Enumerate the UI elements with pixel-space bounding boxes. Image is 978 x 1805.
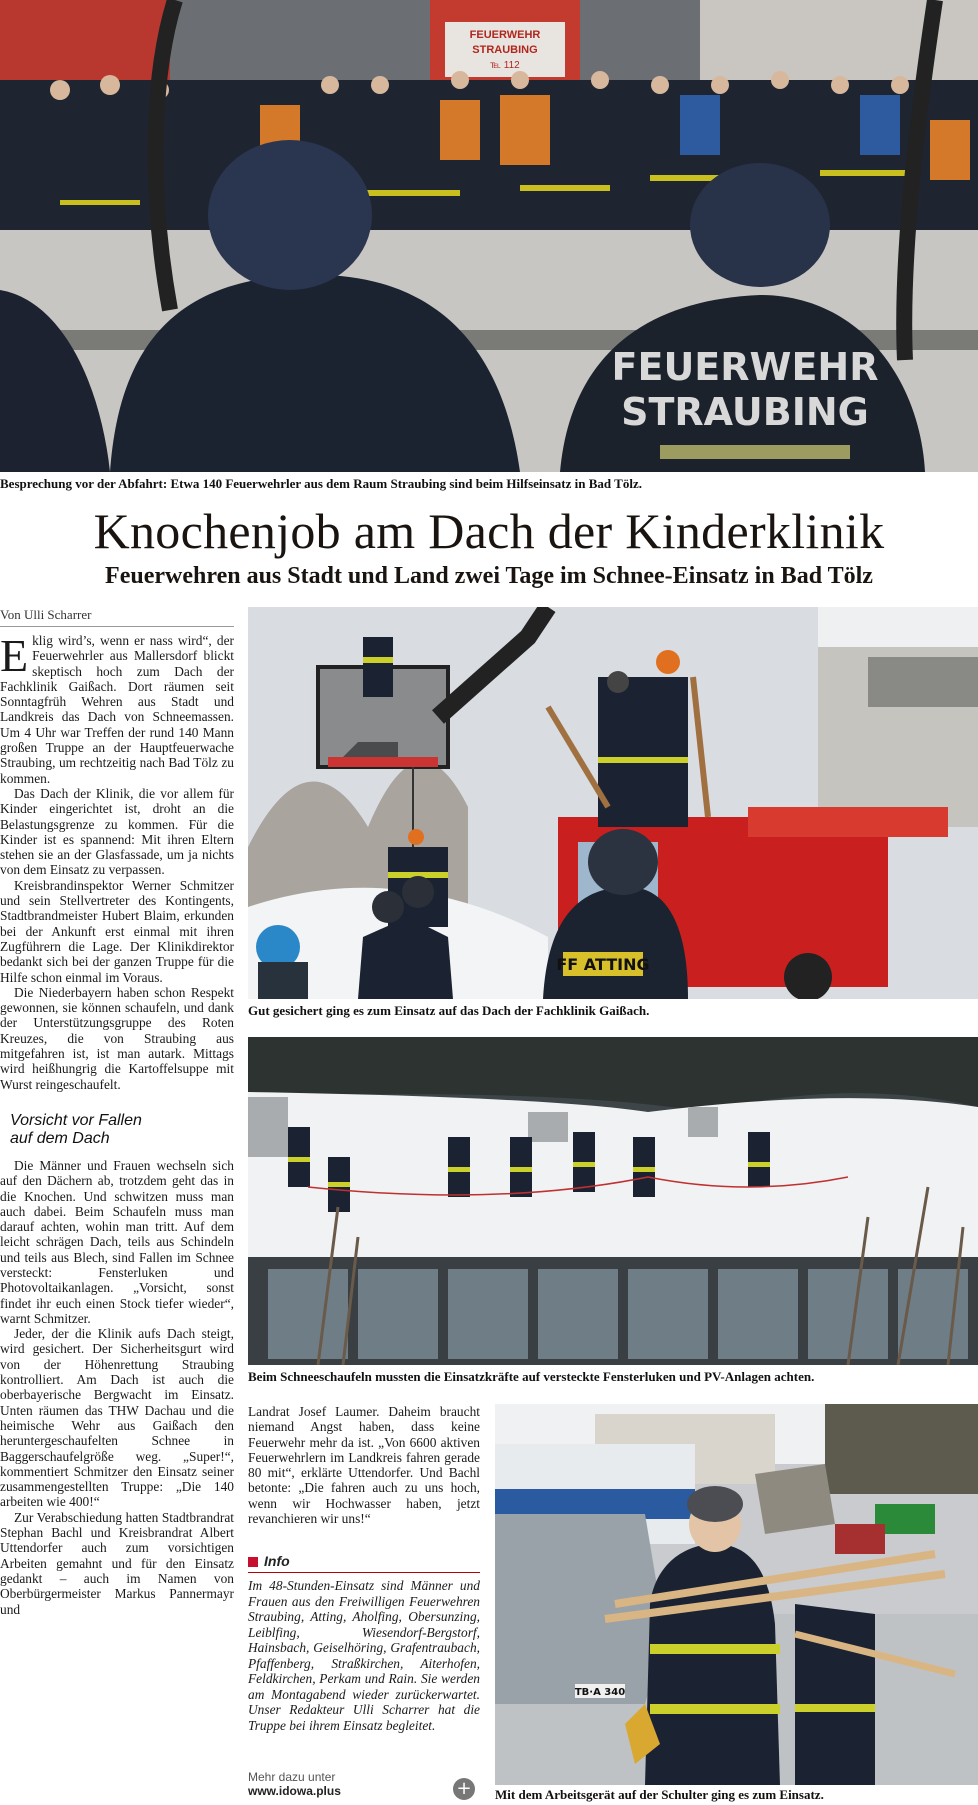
more-info-label: Mehr dazu unter: [248, 1770, 336, 1784]
jacket-text-feuerwehr: FEUERWEHR: [611, 345, 879, 389]
photo-tools-on-shoulder: [495, 1404, 978, 1785]
info-box-text: Im 48-Stunden-Einsatz sind Männer und Frauen aus den Freiwilligen Feuerwehren Straubing, Atting, Aholfing, Obersunzing, Leiblfing, Wiesendorf-Bergstorf, Hainsbach, Geiselhöring, Grafentraubach, Pfaffenberg, Straßkirchen, Aiterhofen, Feldkirchen, Perkam und Rain. Sie werden am Montagabend wieder zurückerwartet. Unser Redakteur Ulli Scharrer hat die Truppe bei ihrem Einsatz begleitet.: [248, 1578, 480, 1733]
article-paragraph-1: [0, 630, 234, 786]
article-paragraph-1-text: klig wird’s, wenn er nass wird“, der Feuerwehrler aus Mallersdorf blickt skeptisch hoch zum Dach der Fachklinik Gaißach. Dort räumen seit Sonntagfrüh Wehren aus Stadt und Landkreis das Dach von Schneemassen. Um 4 Uhr war Treffen der rund 140 Mann großen Truppe an der Hauptfeuerwache Straubing, um rechtzeitig nach Bad Tölz zu kommen.: [0, 633, 234, 786]
article-paragraph-2: Das Dach der Klinik, die vor allem für Kinder eingerichtet ist, droht an die Belastungsgrenze zu kommen. Für die Kinder ist es spannend: Mit ihren Eltern stehen sie an der Glasfassade, um ja nichts von dem Einsatz zu verpassen.: [0, 785, 234, 878]
subtitle-line-2: auf dem Dach: [10, 1129, 110, 1147]
info-square-icon: [248, 1557, 258, 1567]
truck-text-3: ℡ 112: [490, 60, 520, 71]
truck-text-2: STRAUBING: [472, 44, 538, 56]
article-paragraph-4: Die Niederbayern haben schon Respekt gewonnen, sie können schaufeln, und dank der Unterstützungsgruppe des Roten Kreuzes, die von Straubing aus mitgefahren ist, ist man autark. Mittags wird heißhungrig die Kartoffelsuppe mit Wurst reingeschaufelt.: [0, 984, 234, 1092]
jacket-text-ff-atting: FF ATTING: [556, 955, 650, 974]
info-heading-text: Info: [264, 1553, 290, 1569]
photo-firefighters-briefing: [0, 0, 978, 472]
article-paragraph-7: Zur Verabschiedung hatten Stadtbrandrat Stephan Bachl und Kreisbrandrat Albert Uttendorfer auch zum vorsichtigen Arbeiten gemahnt und für den Einsatz gedankt – auch im Namen von Oberbürgermeister Markus Pannermayr und: [0, 1509, 234, 1617]
photo4-caption: Mit dem Arbeitsgerät auf der Schulter ging es zum Einsatz.: [495, 1787, 824, 1802]
subheadline: Feuerwehren aus Stadt und Land zwei Tage im Schnee-Einsatz in Bad Tölz: [105, 563, 873, 589]
article-column-left: [0, 630, 234, 1617]
plate-text: TB·A 340: [574, 1687, 626, 1698]
dropcap: E: [0, 630, 29, 681]
photo2-caption: Gut gesichert ging es zum Einsatz auf das Dach der Fachklinik Gaißach.: [248, 1003, 650, 1018]
article-paragraph-6: Jeder, der die Klinik aufs Dach steigt, wird gesichert. Der Sicherheitsgurt wird von der Höhenrettung Straubing kontrolliert. Am Dach ist auch die oberbayerische Bergwacht im Einsatz. Unten räumen das THW Dachau und die heimische Wehr aus Gaißach den heruntergeschaufelten Schnee in Baggerschaufelgröße weg. „Super!“, kommentiert Schmitzer den Einsatz seiner zusammengestellten Truppe: „Die 140 arbeiten wie 400!“: [0, 1326, 234, 1510]
more-info: [248, 1770, 341, 1798]
headline: Knochenjob am Dach der Kinderklinik: [93, 503, 885, 559]
article-subtitle: [10, 1112, 234, 1148]
article-paragraph-3: Kreisbrandinspektor Werner Schmitzer und sein Stellvertreter des Kontingents, Stadtbrandmeister Hubert Blaim, erkunden bei der Ankunft erst einmal mit ihren Zugführern die Lage. Der Klinikdirektor bedankt sich bei der ganzen Truppe für die Hilfe schon einmal im Voraus.: [0, 877, 234, 985]
truck-text-1: FEUERWEHR: [469, 29, 541, 41]
photo1-caption: Besprechung vor der Abfahrt: Etwa 140 Feuerwehrler aus dem Raum Straubing sind beim Hilfseinsatz in Bad Tölz.: [0, 476, 642, 491]
plus-icon[interactable]: +: [453, 1778, 475, 1800]
subtitle-line-1: Vorsicht vor Fallen: [10, 1111, 142, 1129]
article-paragraph-5: Die Männer und Frauen wechseln sich auf den Dächern ab, trotzdem geht das in die Knochen. Und schwitzen muss man auch dabei. Beim Schaufeln muss man darauf achten, wohin man tritt. Auf dem leicht schrägen Dach, teils aus Schindeln und teils aus Blech, sind Fallen im Schnee versteckt: Fensterluken und Photovoltaikanlagen. „Vorsicht, sonst findet ihr euch einen Stock tiefer wieder“, warnt Schmitzer.: [0, 1157, 234, 1326]
photo-roof-shoveling: [248, 1037, 978, 1365]
info-box-heading: [248, 1553, 480, 1573]
article-paragraph-8: Landrat Josef Laumer. Daheim braucht niemand Angst haben, dass keine Feuerwehr mehr da ist. „Von 6600 aktiven Feuerwehrlern im Landkreis fahren gerade 80 mit“, erklärte Uttendorfer. Und Bachl betonte: „Die fahren auch zu uns hoch, wenn wir Hochwasser haben, jetzt revanchieren wir uns!“: [248, 1404, 480, 1527]
photo3-caption: Beim Schneeschaufeln mussten die Einsatzkräfte auf versteckte Fensterluken und PV-Anlagen achten.: [248, 1369, 815, 1384]
byline: Von Ulli Scharrer: [0, 607, 234, 627]
article-column-middle: [248, 1404, 480, 1526]
jacket-text-straubing: STRAUBING: [621, 390, 869, 434]
more-info-link[interactable]: www.idowa.plus: [248, 1784, 341, 1798]
photo-rooftop-lift: [248, 607, 978, 999]
